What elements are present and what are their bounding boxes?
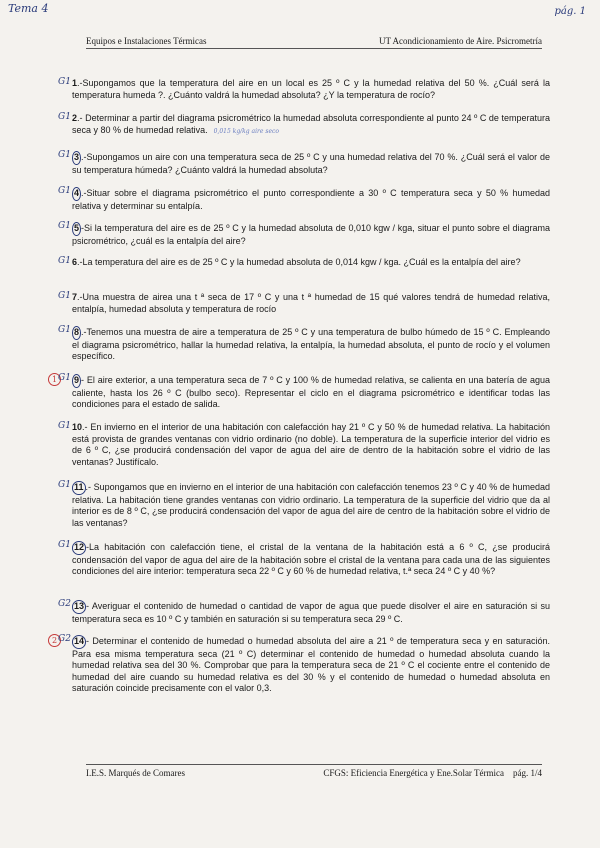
exercise-14	[51, 634, 550, 695]
exercise-11	[58, 480, 550, 529]
exercise-number: 13	[72, 600, 86, 614]
handwritten-page-label: pág. 1	[554, 6, 586, 17]
exercise-4	[58, 186, 550, 212]
group-mark: G1	[58, 373, 71, 383]
exercise-13	[58, 599, 550, 625]
exercise-8	[58, 325, 550, 363]
footer-left: I.E.S. Marqués de Comares	[86, 768, 185, 778]
exercise-9	[51, 373, 550, 411]
exercise-number: 8	[72, 326, 81, 340]
exercise-number: 11	[72, 481, 86, 495]
footer-course: CFGS: Eficiencia Energética y Ene.Solar Térmica	[323, 768, 504, 778]
group-mark: G1	[58, 325, 71, 335]
exercise-number: 3	[72, 151, 81, 165]
exercise-6	[58, 256, 550, 269]
exercise-text: - Averiguar el contenido de humedad o cantidad de vapor de agua que puede disolver el aire en saturación si su temperatura seca es 10 º C y también en saturación si su temperatura seca 29 º C.	[72, 601, 550, 624]
exercise-text: .-Supongamos un aire con una temperatura seca de 25 º C y una humedad relativa del 70 %. ¿Cuál será el valor de su temperatura húmeda? ¿Cuánto valdrá la humedad absoluta?	[72, 152, 550, 175]
exercise-number: 4	[72, 187, 81, 201]
header-left: Equipos e Instalaciones Térmicas	[86, 36, 207, 46]
group-mark: G2	[58, 599, 71, 609]
exercise-text: .-Una muestra de airea una t ª seca de 17 º C y una t ª humedad de 15 qué valores tendrá de humedad relativa, entalpía, humedad absoluta y temperatura de rocío	[72, 292, 550, 314]
group-mark: G1	[58, 421, 71, 431]
priority-circle: 1	[48, 373, 61, 386]
page-footer	[86, 764, 542, 778]
group-mark: G1	[58, 77, 71, 87]
exercise-number: 5	[72, 222, 81, 236]
exercise-text: - El aire exterior, a una temperatura seca de 7 º C y 100 % de humedad relativa, se calienta en una batería de agua caliente, hasta los 26 º C (bulbo seco). Representar el ciclo en el diagrama psicrométrico e identificar todas las condiciones para el estado de salida.	[72, 375, 550, 409]
exercise-number: 9	[72, 374, 81, 388]
exercise-5	[58, 221, 550, 247]
exercise-text: -La habitación con calefacción tiene, el cristal de la ventana de la habitación está a 6 º C, ¿se producirá condensación del vapor de agua del aire de la habitación sobre el cristal de la ventana para cada una de las siguientes condiciones del aire interior: temperatura seca 22 º C y 60 % de humedad relativa, t.ª seca 24 º C y 40 %?	[72, 542, 550, 576]
exercise-number: 12	[72, 541, 86, 555]
exercise-2	[58, 112, 550, 137]
group-mark: G2	[58, 634, 71, 644]
group-mark: G1	[58, 291, 71, 301]
exercise-number: 10	[72, 422, 83, 432]
header-right: UT Acondicionamiento de Aire. Psicrometría	[378, 36, 542, 46]
exercise-number: 14	[72, 635, 86, 649]
group-mark: G1	[58, 221, 71, 231]
exercise-number: 2	[72, 113, 78, 123]
exercise-text: .- En invierno en el interior de una habitación con calefacción hay 21 º C y 50 % de humedad relativa. La habitación está provista de grandes ventanas con vidrio ordinario (no doble). La temperatura de la superficie interior del vidrio es de 6 º C, ¿se producirá condensación del vapor de agua del aire de dentro de la habitación sobre el vidrio de las ventanas? Justifícalo.	[72, 422, 550, 467]
exercise-number: 1	[72, 78, 78, 88]
exercise-3	[58, 150, 550, 176]
footer-page-number: pág. 1/4	[513, 768, 542, 778]
footer-right	[323, 768, 542, 778]
handwritten-answer: 0,015 kg/kg aire seco	[213, 127, 279, 135]
group-mark: G1	[58, 112, 71, 122]
exercise-text: -Si la temperatura del aire es de 25 º C y la humedad absoluta de 0,010 kgw / kga, situar el punto sobre el diagrama psicrométrico, ¿cuál es la entalpía del aire?	[72, 223, 550, 246]
exercise-number: 7	[72, 292, 78, 302]
group-mark: G1	[58, 540, 71, 550]
exercise-text: .-La temperatura del aire es de 25 º C y la humedad absoluta de 0,014 kgw / kga. ¿Cuál es la entalpía del aire?	[77, 257, 521, 267]
exercise-text: .-Tenemos una muestra de aire a temperatura de 25 º C y una temperatura de bulbo húmedo de 15 º C. Empleando el diagrama psicrométrico, hallar la humedad relativa, la entalpía, la humedad absoluta, el punto de rocío y el volumen específico.	[72, 327, 550, 361]
exercise-text: .-Situar sobre el diagrama psicrométrico el punto correspondiente a 30 º C temperatura seca y 50 % humedad relativa y determinar su entalpía.	[72, 188, 550, 211]
exercise-text: .- Determinar a partir del diagrama psicrométrico la humedad absoluta correspondiente al punto 24 º C de temperatura seca y 80 % de humedad relativa.	[72, 113, 550, 135]
exercise-1	[58, 77, 550, 101]
exercise-text: - Determinar el contenido de humedad o humedad absoluta del aire a 21 º de temperatura seca y en saturación. Para esa misma temperatura seca (21 º C) determinar el contenido de humedad o humedad absoluta cuando la humedad relativa sea del 30 %. Comprobar que para la temperatura seca de 21 º C el cociente entre el contenido de humedad del aire cuando su humedad relativa es del 30 % y el contenido de humedad o humedad absoluta en saturación coincide precisamente con el valor 0,3.	[72, 636, 550, 693]
exercise-text: .- Supongamos que en invierno en el interior de una habitación con calefacción tenemos 23 º C y 40 % de humedad relativa. La habitación tiene grandes ventanas con vidrio ordinario. La temperatura de la superficie del vidrio que da al interior es de 8 º C, ¿se producirá condensación del vapor de agua del aire de centro de la habitación sobre el vidrio de las ventanas?	[72, 482, 550, 528]
group-mark: G1	[58, 480, 71, 490]
page-header	[86, 36, 542, 49]
handwritten-topic-label: Tema 4	[8, 2, 49, 15]
exercise-7	[58, 291, 550, 315]
exercise-10	[58, 421, 550, 468]
group-mark: G1	[58, 186, 71, 196]
priority-circle: 2	[48, 634, 61, 647]
exercise-12	[58, 540, 550, 578]
exercise-number: 6	[72, 257, 78, 267]
group-mark: G1	[58, 256, 71, 266]
exercise-text: .-Supongamos que la temperatura del aire en un local es 25 º C y la humedad relativa del 50 %. ¿Cuál será la temperatura humeda ?. ¿Cuánto valdrá la humedad absoluta? ¿Y la temperatura de rocío?	[72, 78, 550, 100]
group-mark: G1	[58, 150, 71, 160]
